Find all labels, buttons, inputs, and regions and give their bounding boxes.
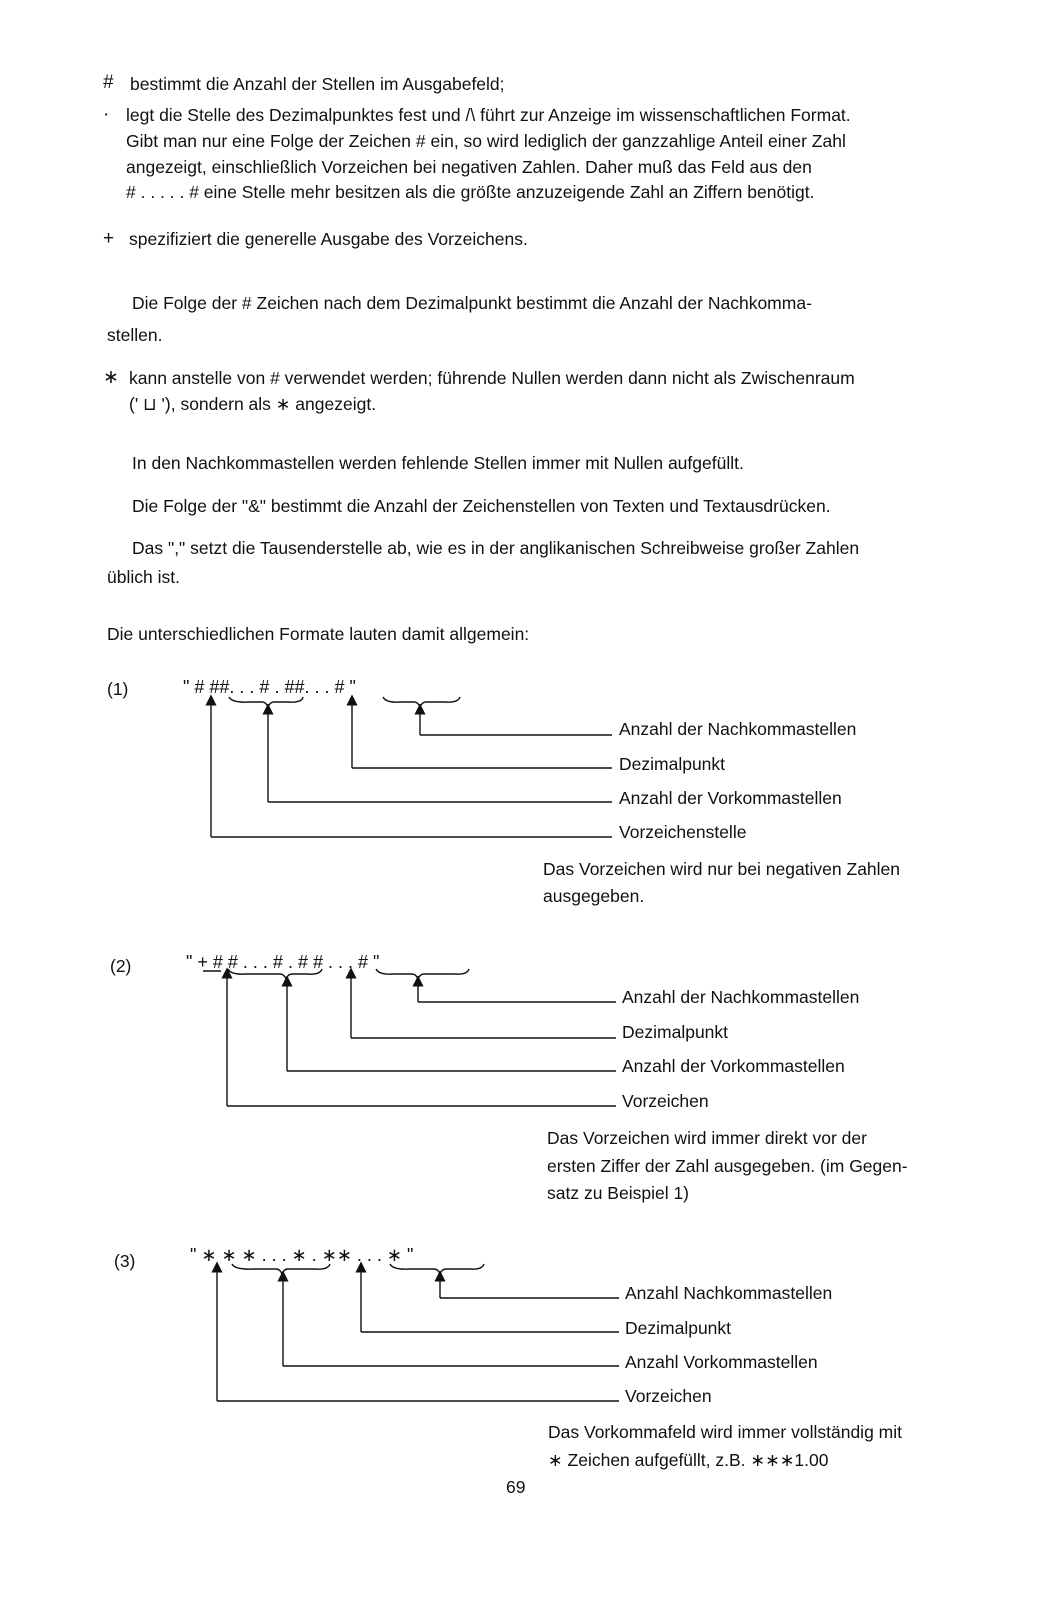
example-2-label-integer: Anzahl der Vorkommastellen <box>622 1056 845 1076</box>
example-2-number: (2) <box>110 956 132 976</box>
paragraph-plus: spezifiziert die generelle Ausgabe des Vorzeichens. <box>129 229 528 249</box>
example-3-diagram <box>217 1264 619 1401</box>
example-3-format: " ∗ ∗ ∗ . . . ∗ . ∗∗ . . . ∗ " <box>190 1245 414 1265</box>
example-1-number: (1) <box>107 679 129 699</box>
example-2-label-fraction: Anzahl der Nachkommastellen <box>622 987 860 1007</box>
example-1-label-sign: Vorzeichenstelle <box>619 822 747 842</box>
paragraph-zeros: In den Nachkommastellen werden fehlende Stellen immer mit Nullen aufgefüllt. <box>132 453 744 473</box>
example-3-brace-fraction <box>390 1264 484 1274</box>
example-3-label-decimal: Dezimalpunkt <box>625 1318 732 1338</box>
formats-intro: Die unterschiedlichen Formate lauten damit allgemein: <box>107 624 530 644</box>
paragraph-ampersand: Die Folge der "&" bestimmt die Anzahl der Zeichenstellen von Texten und Textausdrücken. <box>132 496 831 516</box>
example-1-label-decimal: Dezimalpunkt <box>619 754 726 774</box>
example-2-label-sign: Vorzeichen <box>622 1091 709 1111</box>
example-2-brace-fraction <box>376 969 469 979</box>
example-3-label-fraction: Anzahl Nachkommastellen <box>625 1283 833 1303</box>
example-2-note-line-3: satz zu Beispiel 1) <box>547 1183 690 1203</box>
example-2-format: " + # # . . . # . # # . . . # " <box>186 952 380 972</box>
paragraph-dot-line-1: legt die Stelle des Dezimalpunktes fest und /\ führt zur Anzeige im wissenschaftlichen Format. <box>126 105 851 125</box>
paragraph-comma-line-1: Das "," setzt die Tausenderstelle ab, wie es in der anglikanischen Schreibweise großer Zahlen <box>132 538 860 558</box>
example-2-label-decimal: Dezimalpunkt <box>622 1022 729 1042</box>
example-1-brace-fraction <box>383 697 460 707</box>
example-3-brace-integer <box>232 1264 330 1274</box>
paragraph-decimal-line-1: Die Folge der # Zeichen nach dem Dezimalpunkt bestimmt die Anzahl der Nachkomma- <box>132 293 812 313</box>
paragraph-comma-line-2: üblich ist. <box>107 567 180 587</box>
page-number: 69 <box>506 1477 526 1497</box>
hash-symbol: # <box>103 72 114 93</box>
example-1-brace-integer <box>229 697 303 707</box>
paragraph-asterisk-line-1: kann anstelle von # verwendet werden; führende Nullen werden dann nicht als Zwischenraum <box>129 368 855 388</box>
paragraph-dot-line-2: Gibt man nur eine Folge der Zeichen # ein, so wird lediglich der ganzzahlige Anteil einer Zahl <box>126 131 846 151</box>
paragraph-dot-line-3: angezeigt, einschließlich Vorzeichen bei negativen Zahlen. Daher muß das Feld aus den <box>126 157 812 177</box>
asterisk-symbol: ∗ <box>103 367 119 388</box>
dot-symbol: · <box>103 104 110 125</box>
example-1-diagram <box>211 697 612 837</box>
example-1-note-line-2: ausgegeben. <box>543 886 645 906</box>
example-1-format: " # ##. . . # . ##. . . # " <box>183 677 356 697</box>
example-2-diagram <box>203 969 616 1106</box>
paragraph-decimal-line-2: stellen. <box>107 325 163 345</box>
example-2-note-line-2: ersten Ziffer der Zahl ausgegeben. (im Gegen- <box>547 1156 908 1176</box>
example-3-label-integer: Anzahl Vorkommastellen <box>625 1352 818 1372</box>
paragraph-hash: bestimmt die Anzahl der Stellen im Ausgabefeld; <box>130 74 505 94</box>
example-1-label-fraction: Anzahl der Nachkommastellen <box>619 719 857 739</box>
paragraph-asterisk-line-2: (' ⊔ '), sondern als ∗ angezeigt. <box>129 394 377 414</box>
example-2-brace-integer <box>228 969 322 979</box>
example-3-label-sign: Vorzeichen <box>625 1386 712 1406</box>
example-3-note-line-2: ∗ Zeichen aufgefüllt, z.B. ∗∗∗1.00 <box>548 1450 829 1470</box>
example-1-label-integer: Anzahl der Vorkommastellen <box>619 788 842 808</box>
example-3-number: (3) <box>114 1251 136 1271</box>
example-2-note-line-1: Das Vorzeichen wird immer direkt vor der <box>547 1128 867 1148</box>
paragraph-dot-line-4: # . . . . . # eine Stelle mehr besitzen als die größte anzuzeigende Zahl an Ziffern benötigt. <box>126 182 815 202</box>
plus-symbol: + <box>103 228 115 249</box>
example-3-note-line-1: Das Vorkommafeld wird immer vollständig mit <box>548 1422 902 1442</box>
example-1-note-line-1: Das Vorzeichen wird nur bei negativen Zahlen <box>543 859 901 879</box>
